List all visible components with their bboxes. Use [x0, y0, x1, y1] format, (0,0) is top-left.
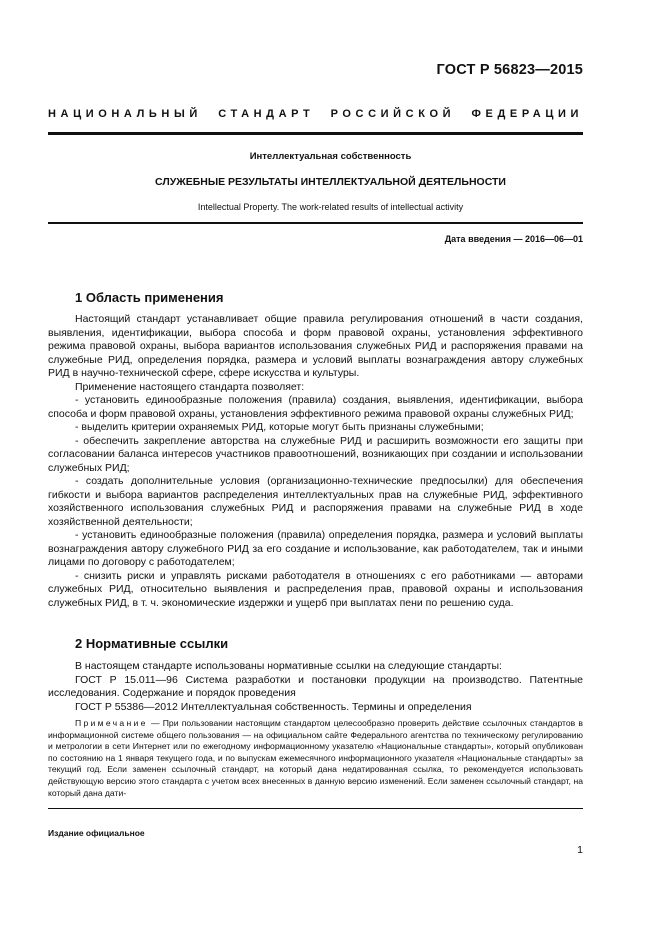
edition-label: Издание официальное	[48, 828, 145, 838]
note	[48, 718, 583, 799]
header-rule	[48, 132, 583, 135]
section-2-heading: 2 Нормативные ссылки	[75, 636, 229, 651]
list-item: - установить единообразные положения (правила) создания, выявления, идентификации, выбора способа и форм правовой охраны, установления эффективного режима правовой охраны служебных РИД;	[48, 394, 583, 420]
list-item: - создать дополнительные условия (организационно-технические предпосылки) для обеспечения гибкости и выбора вариантов распределения интеллектуальных прав на служебные РИД, эффективного хозяйственного использования служебных РИД и распоряжения правами на служебные РИД в ходе хозяйственной деятельности;	[48, 475, 583, 528]
national-standard-heading: НАЦИОНАЛЬНЫЙ СТАНДАРТ РОССИЙСКОЙ ФЕДЕРАЦИИ	[48, 108, 583, 120]
list-item: - обеспечить закрепление авторства на служебные РИД и расширить возможности его защиты при согласовании баланса интересов участников правоотношений, возникающих при создании и использовании служебных РИД;	[48, 434, 583, 474]
section-1-heading: 1 Область применения	[75, 290, 224, 305]
document-topic: Интеллектуальная собственность	[249, 151, 412, 162]
list-item: - установить единообразные положения (правила) определения порядка, размера и условий выплаты вознаграждения автору служебного РИД за его создание и использование, как работодателем, так и иными лицами по договору с работодателем;	[48, 529, 583, 568]
paragraph: Настоящий стандарт устанавливает общие правила регулирования отношений в части создания, выявления, идентификации, выбора способа и форм правовой охраны, установления эффективного режима правовой охраны, выбора вариантов использования служебных РИД и распоряжения правами на служебные РИД, определения порядка, размера и условий выплаты вознаграждения автору служебных РИД в научно-технической сфере, сфере искусства и культуры.	[48, 313, 583, 379]
introduction-date: Дата введения — 2016—06—01	[444, 234, 583, 244]
list-item: - снизить риски и управлять рисками работодателя в отношениях с его работниками — авторами служебных РИД, относительно выявления и распределения прав, правовой охраны и использования служебных РИД, в т. ч. экономические издержки и ущерб при выплатах пени по решению суда.	[48, 569, 583, 609]
paragraph: В настоящем стандарте использованы нормативные ссылки на следующие стандарты:	[75, 660, 502, 672]
gost-code: ГОСТ Р 56823—2015	[436, 62, 583, 78]
section-1-body	[48, 313, 583, 610]
note-text: — При пользовании настоящим стандартом целесообразно проверить действие ссылочных стандартов в информационной системе общего пользования — на официальном сайте Федерального агентства по техническому регулированию и метрологии в сети Интернет или по ежегодному информационному указателю «Национальные стандарты», который опубликован по состоянию на 1 января текущего года, и по выпускам ежемесячного информационного указателя «Национальные стандарты» за текущий год. Если заменен ссылочный стандарт, на который дана недатированная ссылка, то рекомендуется использовать действующую версию этого стандарта с учетом всех внесенных в данную версию изменений. Если заменен ссылочный стандарт, на который дана дати-	[48, 718, 583, 798]
reference-item: ГОСТ Р 15.011—96 Система разработки и постановки продукции на производство. Патентные исследования. Содержание и порядок проведения	[48, 673, 583, 699]
title-rule	[48, 222, 583, 224]
page-number: 1	[577, 844, 583, 856]
list-item: - выделить критерии охраняемых РИД, которые могут быть признаны служебными;	[75, 421, 484, 433]
reference-item: ГОСТ Р 55386—2012 Интеллектуальная собственность. Термины и определения	[75, 700, 472, 713]
paragraph: Применение настоящего стандарта позволяет:	[75, 380, 305, 393]
footer-rule	[48, 808, 583, 809]
note-prefix: Примечание	[75, 718, 148, 728]
document-title: СЛУЖЕБНЫЕ РЕЗУЛЬТАТЫ ИНТЕЛЛЕКТУАЛЬНОЙ ДЕЯТЕЛЬНОСТИ	[155, 176, 506, 188]
section-2-body	[48, 660, 583, 714]
document-title-english: Intellectual Property. The work-related results of intellectual activity	[197, 202, 464, 212]
